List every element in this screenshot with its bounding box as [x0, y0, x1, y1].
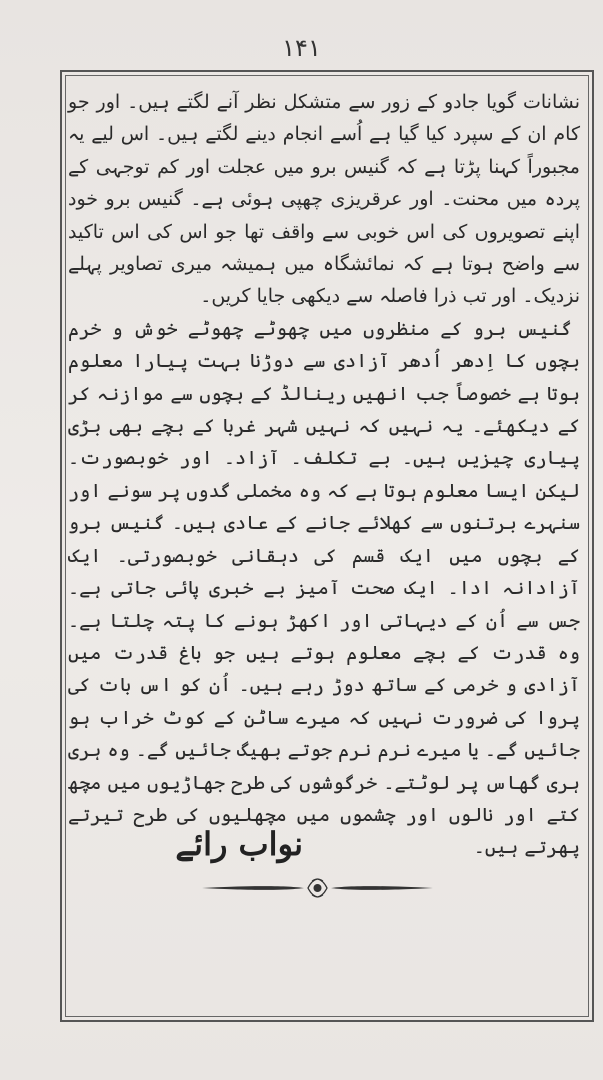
- paragraph-2: گنیس برو کے منظروں میں چھوٹے چھوٹے خوش و خرم بچوں کا اِدھر اُدھر آزادی سے دوڑنا بہت پیارا معلوم ہوتا ہے خصوصاً جب انھیں رینالڈ کے بچوں سے موازنہ کر کے دیکھئے۔ یہ نہیں کہ نہیں شہر غربا کے بچے بھی بڑی پیاری چیزیں ہیں۔ بے تکلف۔ آزاد۔ اور خوبصورت۔ لیکن ایسا معلوم ہوتا ہے کہ وہ مخملی گدوں پر سونے اور سنہرے برتنوں سے کھلائے جانے کے عادی ہیں۔ گنیس برو کے بچوں میں ایک قسم کی دہقانی خوبصورتی۔ ایک آزادانہ ادا۔ ایک صحت آمیز بے خبری پائی جاتی ہے۔ جس سے اُن کے دیہاتی اور اکھڑ ہونے کا پتہ چلتا ہے۔ وہ قدرت کے بچے معلوم ہوتے ہیں جو باغ قدرت میں آزادی و خرمی کے ساتھ دوڑ رہے ہیں۔ اُن کو اس بات کی پروا کی ضرورت نہیں کہ میرے ساٹن کے کوٹ خراب ہو جائیں گے۔ یا میرے نرم نرم جوتے بھیگ جائیں گے۔ وہ ہری ہری گھاس پر لوٹتے۔ خرگوشوں کی طرح جھاڑیوں میں مچھ کتے اور نالوں اور چشموں میں مچھلیوں کی طرح تیرتے پھرتے ہیں۔: [68, 317, 580, 859]
- page-number: ۱۴۱: [282, 34, 321, 62]
- paragraph-1: نشانات گویا جادو کے زور سے متشکل نظر آنے لگتے ہیں۔ اور جو کام ان کے سپرد کیا گیا ہے اُسے انجام دینے لگتے ہیں۔ اس لیے یہ مجبوراً کہنا پڑتا ہے کہ گنیس برو میں عجلت اور کم توجہی کے پردہ میں محنت۔ اور عرقریزی چھپی ہوئی ہے۔ گنیس برو خود اپنے تصویروں کی اس خوبی سے واقف تھا جو اس کی اس تاکید سے واضح ہوتا ہے کہ نمائشگاہ میں ہمیشہ میری تصاویر پہلے نزدیک۔ اور تب ذرا فاصلہ سے دیکھی جایا کریں۔: [68, 91, 580, 308]
- author-signature: نواب رائے: [175, 825, 303, 863]
- body-text: [68, 86, 580, 864]
- ornament-divider-icon: [200, 876, 435, 900]
